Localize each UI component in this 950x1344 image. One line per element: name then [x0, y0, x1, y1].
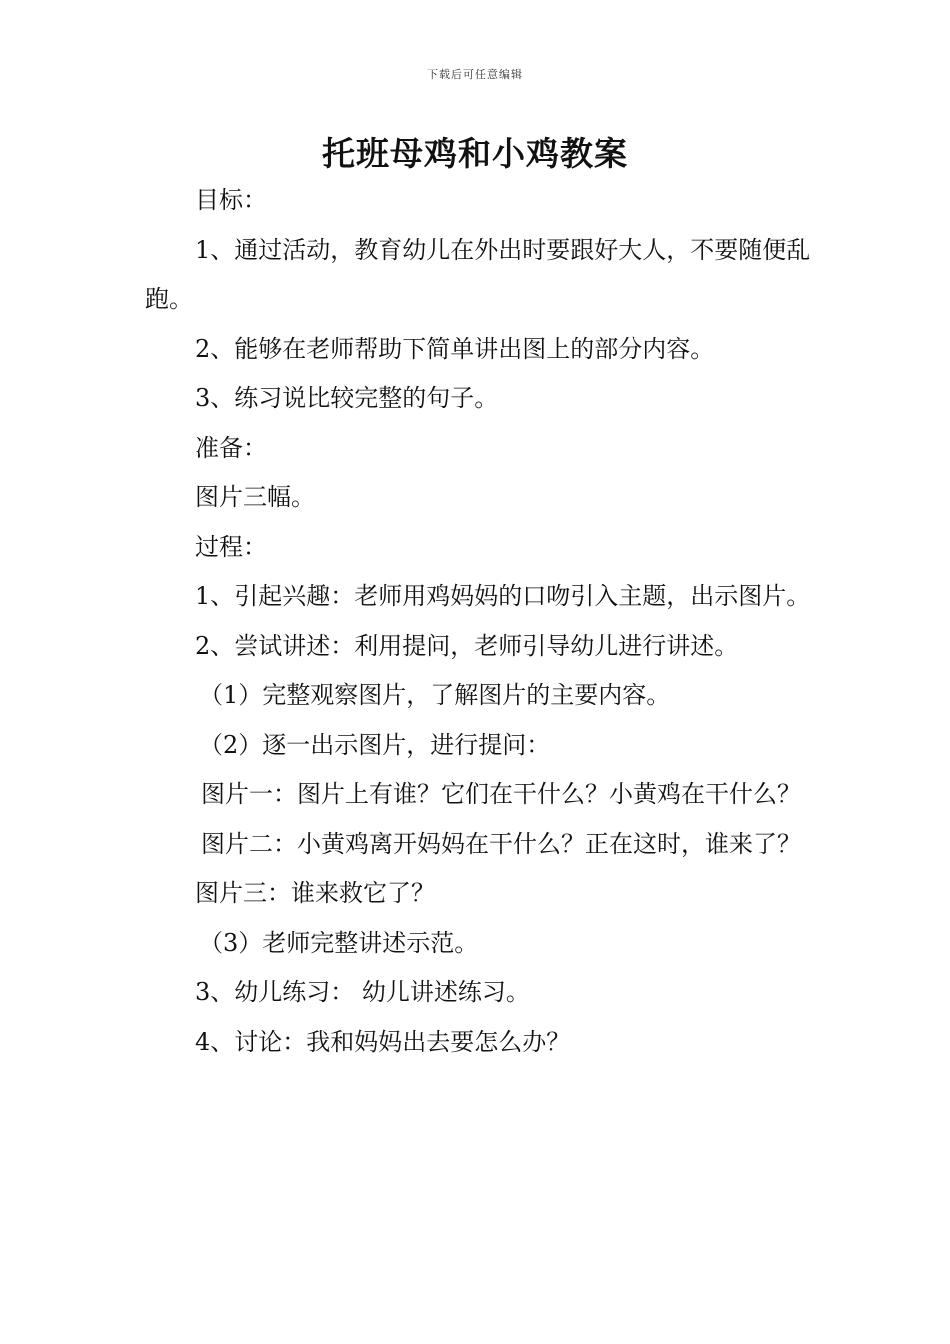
process-step-4: 4、讨论：我和妈妈出去要怎么办？ — [195, 1027, 571, 1056]
section-heading-goals: 目标： — [195, 186, 267, 214]
process-substep-3: （3）老师完整讲述示范。 — [199, 928, 479, 957]
preparation-text: 图片三幅。 — [195, 483, 315, 511]
picture-three-questions: 图片三：谁来救它了？ — [195, 879, 435, 907]
process-step-2: 2、尝试讲述：利用提问，老师引导幼儿进行讲述。 — [195, 631, 739, 660]
process-step-3: 3、幼儿练习： 幼儿讲述练习。 — [195, 978, 530, 1006]
picture-one-questions: 图片一：图片上有谁？它们在干什么？小黄鸡在干什么？ — [201, 780, 801, 808]
document-title: 托班母鸡和小鸡教案 — [322, 134, 628, 173]
goal-item-1: 1、通过活动，教育幼儿在外出时要跟好大人，不要随便乱跑。 — [145, 235, 811, 313]
goal-item-2: 2、能够在老师帮助下简单讲出图上的部分内容。 — [195, 334, 715, 363]
picture-two-questions: 图片二：小黄鸡离开妈妈在干什么？正在这时，谁来了？ — [201, 829, 801, 858]
section-heading-preparation: 准备： — [195, 433, 267, 462]
process-step-1: 1、引起兴趣：老师用鸡妈妈的口吻引入主题，出示图片。 — [195, 582, 811, 610]
section-heading-process: 过程： — [195, 532, 267, 561]
process-substep-1: （1）完整观察图片，了解图片的主要内容。 — [199, 681, 671, 709]
header-note: 下载后可任意编辑 — [427, 68, 523, 81]
process-substep-2: （2）逐一出示图片，进行提问： — [199, 730, 551, 759]
goal-item-3: 3、练习说比较完整的句子。 — [195, 384, 499, 412]
document-body — [145, 176, 815, 1067]
